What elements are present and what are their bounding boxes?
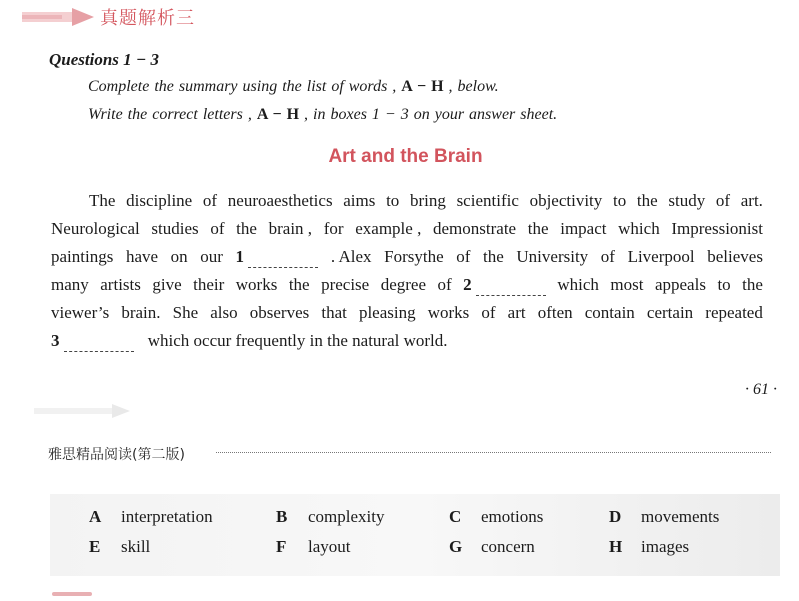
word: certain bbox=[646, 303, 694, 322]
word: many bbox=[51, 275, 89, 294]
word: most bbox=[610, 275, 644, 294]
word: have bbox=[125, 247, 159, 266]
word: pleasing bbox=[358, 303, 416, 322]
word: viewer’s bbox=[51, 303, 110, 322]
word: example , bbox=[355, 219, 422, 238]
word: the bbox=[527, 219, 549, 238]
option-b: B complexity bbox=[276, 507, 385, 526]
word: scientific bbox=[456, 191, 519, 210]
word: often bbox=[537, 303, 573, 322]
word: their bbox=[193, 275, 225, 294]
dotted-divider bbox=[216, 452, 771, 453]
word: of bbox=[437, 275, 452, 294]
summary-line-1 bbox=[89, 191, 763, 211]
word: works bbox=[427, 303, 470, 322]
word: of bbox=[600, 247, 615, 266]
arrow-decoration-icon bbox=[22, 8, 96, 26]
word: appeals bbox=[654, 275, 706, 294]
option-d: D movements bbox=[609, 507, 720, 526]
word: give bbox=[152, 275, 182, 294]
word: also bbox=[210, 303, 238, 322]
word: to bbox=[612, 191, 627, 210]
word: Impressionist bbox=[671, 219, 763, 238]
word: the bbox=[236, 219, 257, 238]
word: to bbox=[717, 275, 731, 294]
word: the bbox=[742, 275, 763, 294]
word: University bbox=[516, 247, 589, 266]
summary-line-3: paintings have on our 1 . Alex Forsythe of the University of Liverpool believes bbox=[51, 247, 763, 266]
section-title: 真题解析三 bbox=[100, 8, 195, 29]
word: The bbox=[89, 191, 116, 210]
word: which bbox=[618, 219, 660, 238]
questions-heading: Questions 1 − 3 bbox=[49, 50, 159, 69]
book-title: 雅思精品阅读(第二版) bbox=[48, 447, 185, 463]
summary-line-5 bbox=[51, 303, 763, 323]
page-number: · 61 · bbox=[745, 381, 777, 398]
word: She bbox=[172, 303, 199, 322]
answer-blank-1 bbox=[248, 255, 318, 268]
word: study bbox=[668, 191, 706, 210]
word: the bbox=[636, 191, 658, 210]
section-header bbox=[22, 4, 195, 30]
word: the bbox=[288, 275, 310, 294]
decorative-mark bbox=[52, 592, 92, 596]
word: for bbox=[323, 219, 344, 238]
word: works bbox=[235, 275, 278, 294]
word: precise bbox=[321, 275, 370, 294]
word: studies bbox=[151, 219, 199, 238]
word: which bbox=[557, 275, 599, 294]
option-a: A interpretation bbox=[89, 507, 213, 526]
word: neuroaesthetics bbox=[227, 191, 333, 210]
summary-line-6: 3 which occur frequently in the natural world. bbox=[51, 331, 448, 350]
answer-blank-3 bbox=[64, 339, 134, 352]
option-h: H images bbox=[609, 537, 690, 556]
word: Liverpool bbox=[627, 247, 695, 266]
word: art. bbox=[740, 191, 763, 210]
answer-blank-2 bbox=[476, 283, 546, 296]
word: brain. bbox=[121, 303, 161, 322]
word: Forsythe bbox=[384, 247, 444, 266]
word: paintings bbox=[51, 247, 114, 266]
word: bring bbox=[409, 191, 446, 210]
word: of bbox=[481, 303, 496, 322]
summary-line-2 bbox=[51, 219, 763, 239]
word: . Alex bbox=[330, 247, 372, 266]
instruction-line-1: Complete the summary using the list of words , A − H , below. bbox=[88, 78, 499, 95]
word: demonstrate bbox=[433, 219, 517, 238]
word: objectivity bbox=[529, 191, 603, 210]
word: impact bbox=[560, 219, 607, 238]
option-f: F layout bbox=[276, 537, 351, 556]
word: artists bbox=[100, 275, 141, 294]
word: degree bbox=[380, 275, 427, 294]
word: of bbox=[210, 219, 225, 238]
word: that bbox=[321, 303, 347, 322]
word: of bbox=[456, 247, 471, 266]
summary-line-4: many artists give their works the precise degree of 2 which most appeals to the bbox=[51, 275, 763, 294]
word: of bbox=[202, 191, 218, 210]
arrow-decoration-icon bbox=[34, 404, 134, 418]
word: contain bbox=[584, 303, 635, 322]
word: art bbox=[507, 303, 526, 322]
word: to bbox=[386, 191, 400, 210]
summary-title: Art and the Brain bbox=[328, 146, 483, 167]
word: our bbox=[200, 247, 223, 266]
instruction-line-2: Write the correct letters , A − H , in boxes 1 − 3 on your answer sheet. bbox=[88, 106, 558, 123]
word: brain , bbox=[268, 219, 313, 238]
word: Neurological bbox=[51, 219, 140, 238]
word: observes bbox=[249, 303, 310, 322]
word: repeated bbox=[705, 303, 763, 322]
option-g: G concern bbox=[449, 537, 535, 556]
word: of bbox=[715, 191, 731, 210]
word: on bbox=[170, 247, 188, 266]
word: aims bbox=[343, 191, 376, 210]
option-e: E skill bbox=[89, 537, 151, 556]
word: believes bbox=[707, 247, 763, 266]
word: discipline bbox=[126, 191, 193, 210]
option-c: C emotions bbox=[449, 507, 544, 526]
word: the bbox=[483, 247, 504, 266]
